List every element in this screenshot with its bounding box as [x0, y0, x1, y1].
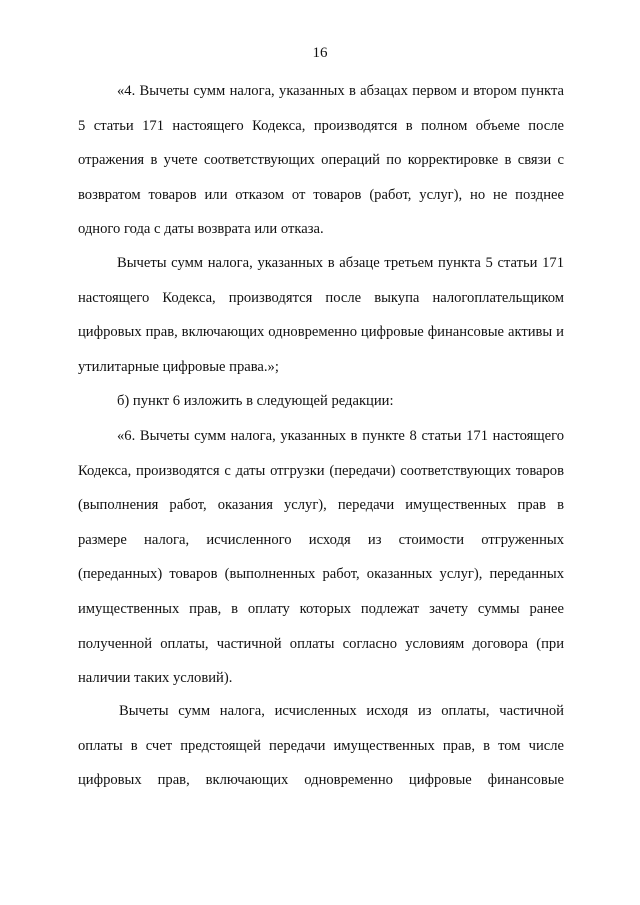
paragraph-deductions-digital-rights: Вычеты сумм налога, указанных в абзаце третьем пункта 5 статьи 171 настоящего Кодекса, производятся после выкупа налогоплательщиком цифровых прав, включающих одновременно цифровые финансовые активы и утилитарные цифровые права.»; [78, 255, 564, 375]
paragraph-deductions-prepayment: Вычеты сумм налога, исчисленных исходя из оплаты, частичной оплаты в счет предстоящей передачи имущественных прав, в том числе цифровых прав, включающих одновременно цифровые финансовые [78, 703, 564, 789]
paragraph-amendment-item-b: б) пункт 6 изложить в следующей редакции: [117, 393, 394, 409]
page-number: 16 [312, 45, 328, 61]
paragraph-deductions-6: «6. Вычеты сумм налога, указанных в пункте 8 статьи 171 настоящего Кодекса, производятся с даты отгрузки (передачи) соответствующих товаров (выполнения работ, оказания услуг), передачи имущественных прав в размере налога, исчисленного исходя из стоимости отгруженных (переданных) товаров (выполненных работ, оказанных услуг), переданных имущественных прав, в оплату которых подлежат зачету суммы ранее полученной оплаты, частичной оплаты согласно условиям договора (при наличии таких условий). [78, 428, 564, 687]
paragraph-deductions-4: «4. Вычеты сумм налога, указанных в абзацах первом и втором пункта 5 статьи 171 настоящего Кодекса, производятся в полном объеме после отражения в учете соответствующих операций по корректировке в связи с возвратом товаров или отказом от товаров (работ, услуг), но не позднее одного года с даты возврата или отказа. [78, 83, 564, 238]
